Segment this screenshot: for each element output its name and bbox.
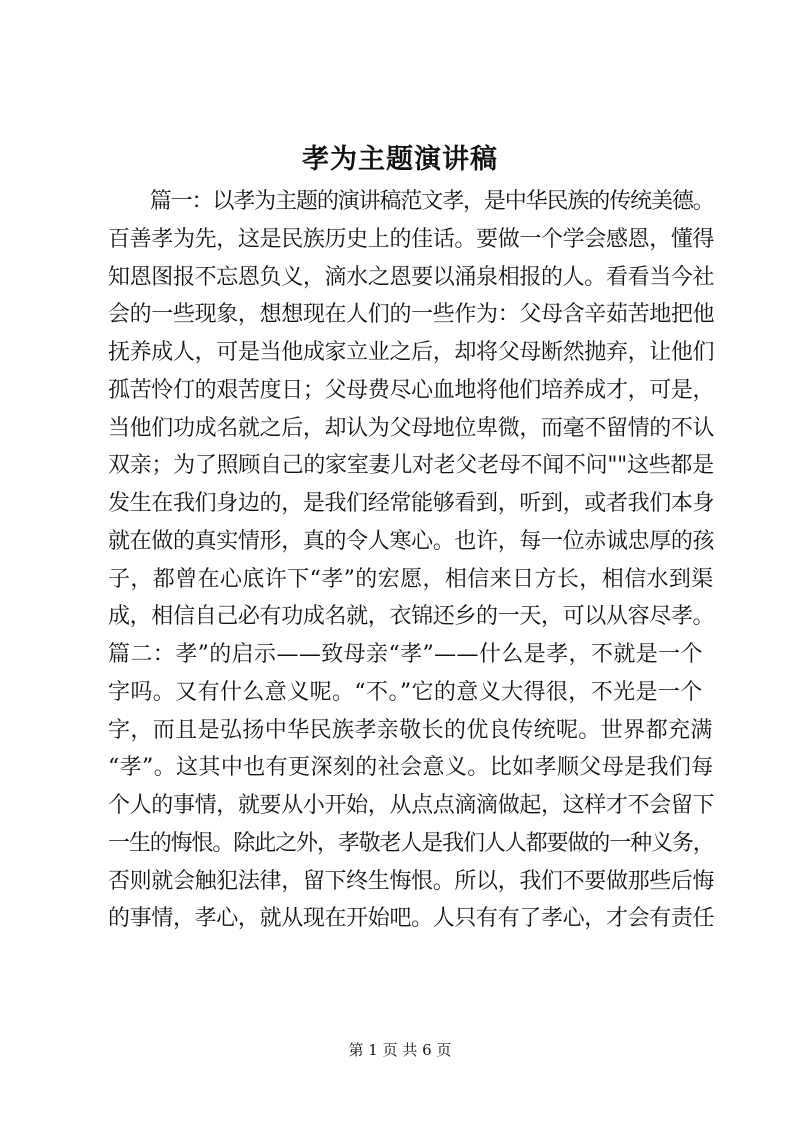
body-line: 孤苦怜仃的艰苦度日；父母费尽心血地将他们培养成才，可是， [108, 377, 715, 403]
body-line: 字，而且是弘扬中华民族孝亲敬长的优良传统呢。世界都充满 [108, 717, 713, 743]
document-body [108, 183, 714, 938]
body-line: 成，相信自己必有功成名就，衣锦还乡的一天，可以从容尽孝。 [108, 604, 715, 630]
body-line: 字吗。又有什么意义呢。“不。”它的意义大得很，不光是一个 [108, 679, 703, 705]
body-line: 篇一：以孝为主题的演讲稿范文孝，是中华民族的传统美德。 [108, 189, 714, 214]
body-line: 抚养成人，可是当他成家立业之后，却将父母断然抛弃，让他们 [108, 340, 715, 365]
page-footer: 第 1 页 共 6 页 [348, 1041, 452, 1059]
body-line: 个人的事情，就要从小开始，从点点滴滴做起，这样才不会留下 [108, 793, 715, 818]
body-line: 知恩图报不忘恩负义，滴水之恩要以涌泉相报的人。看看当今社 [108, 264, 715, 290]
body-line: 当他们功成名就之后，却认为父母地位卑微，而毫不留情的不认 [108, 415, 715, 441]
body-line: 发生在我们身边的，是我们经常能够看到，听到，或者我们本身 [108, 491, 715, 516]
body-line: 子，都曾在心底许下“孝”的宏愿，相信来日方长，相信水到渠 [108, 566, 714, 592]
body-line: 百善孝为先，这是民族历史上的佳话。要做一个学会感恩，懂得 [108, 226, 715, 252]
body-line: 否则就会触犯法律，留下终生悔恨。所以，我们不要做那些后悔 [108, 868, 715, 894]
body-line: 就在做的真实情形，真的令人寒心。也许，每一位赤诚忠厚的孩 [108, 528, 715, 554]
document-title: 孝为主题演讲稿 [302, 144, 498, 175]
body-line: 双亲；为了照顾自己的家室妻儿对老父老母不闻不问""这些都是 [108, 453, 714, 479]
body-line: 一生的悔恨。除此之外，孝敬老人是我们人人都要做的一种义务， [108, 830, 714, 856]
body-line: 会的一些现象，想想现在人们的一些作为：父母含辛茹苦地把他 [108, 302, 715, 328]
body-line: 篇二：孝”的启示——致母亲“孝”——什么是孝，不就是一个 [108, 642, 703, 667]
body-line: “孝”。这其中也有更深刻的社会意义。比如孝顺父母是我们每 [108, 755, 714, 781]
body-line: 的事情，孝心，就从现在开始吧。人只有有了孝心，才会有责任 [108, 906, 715, 932]
